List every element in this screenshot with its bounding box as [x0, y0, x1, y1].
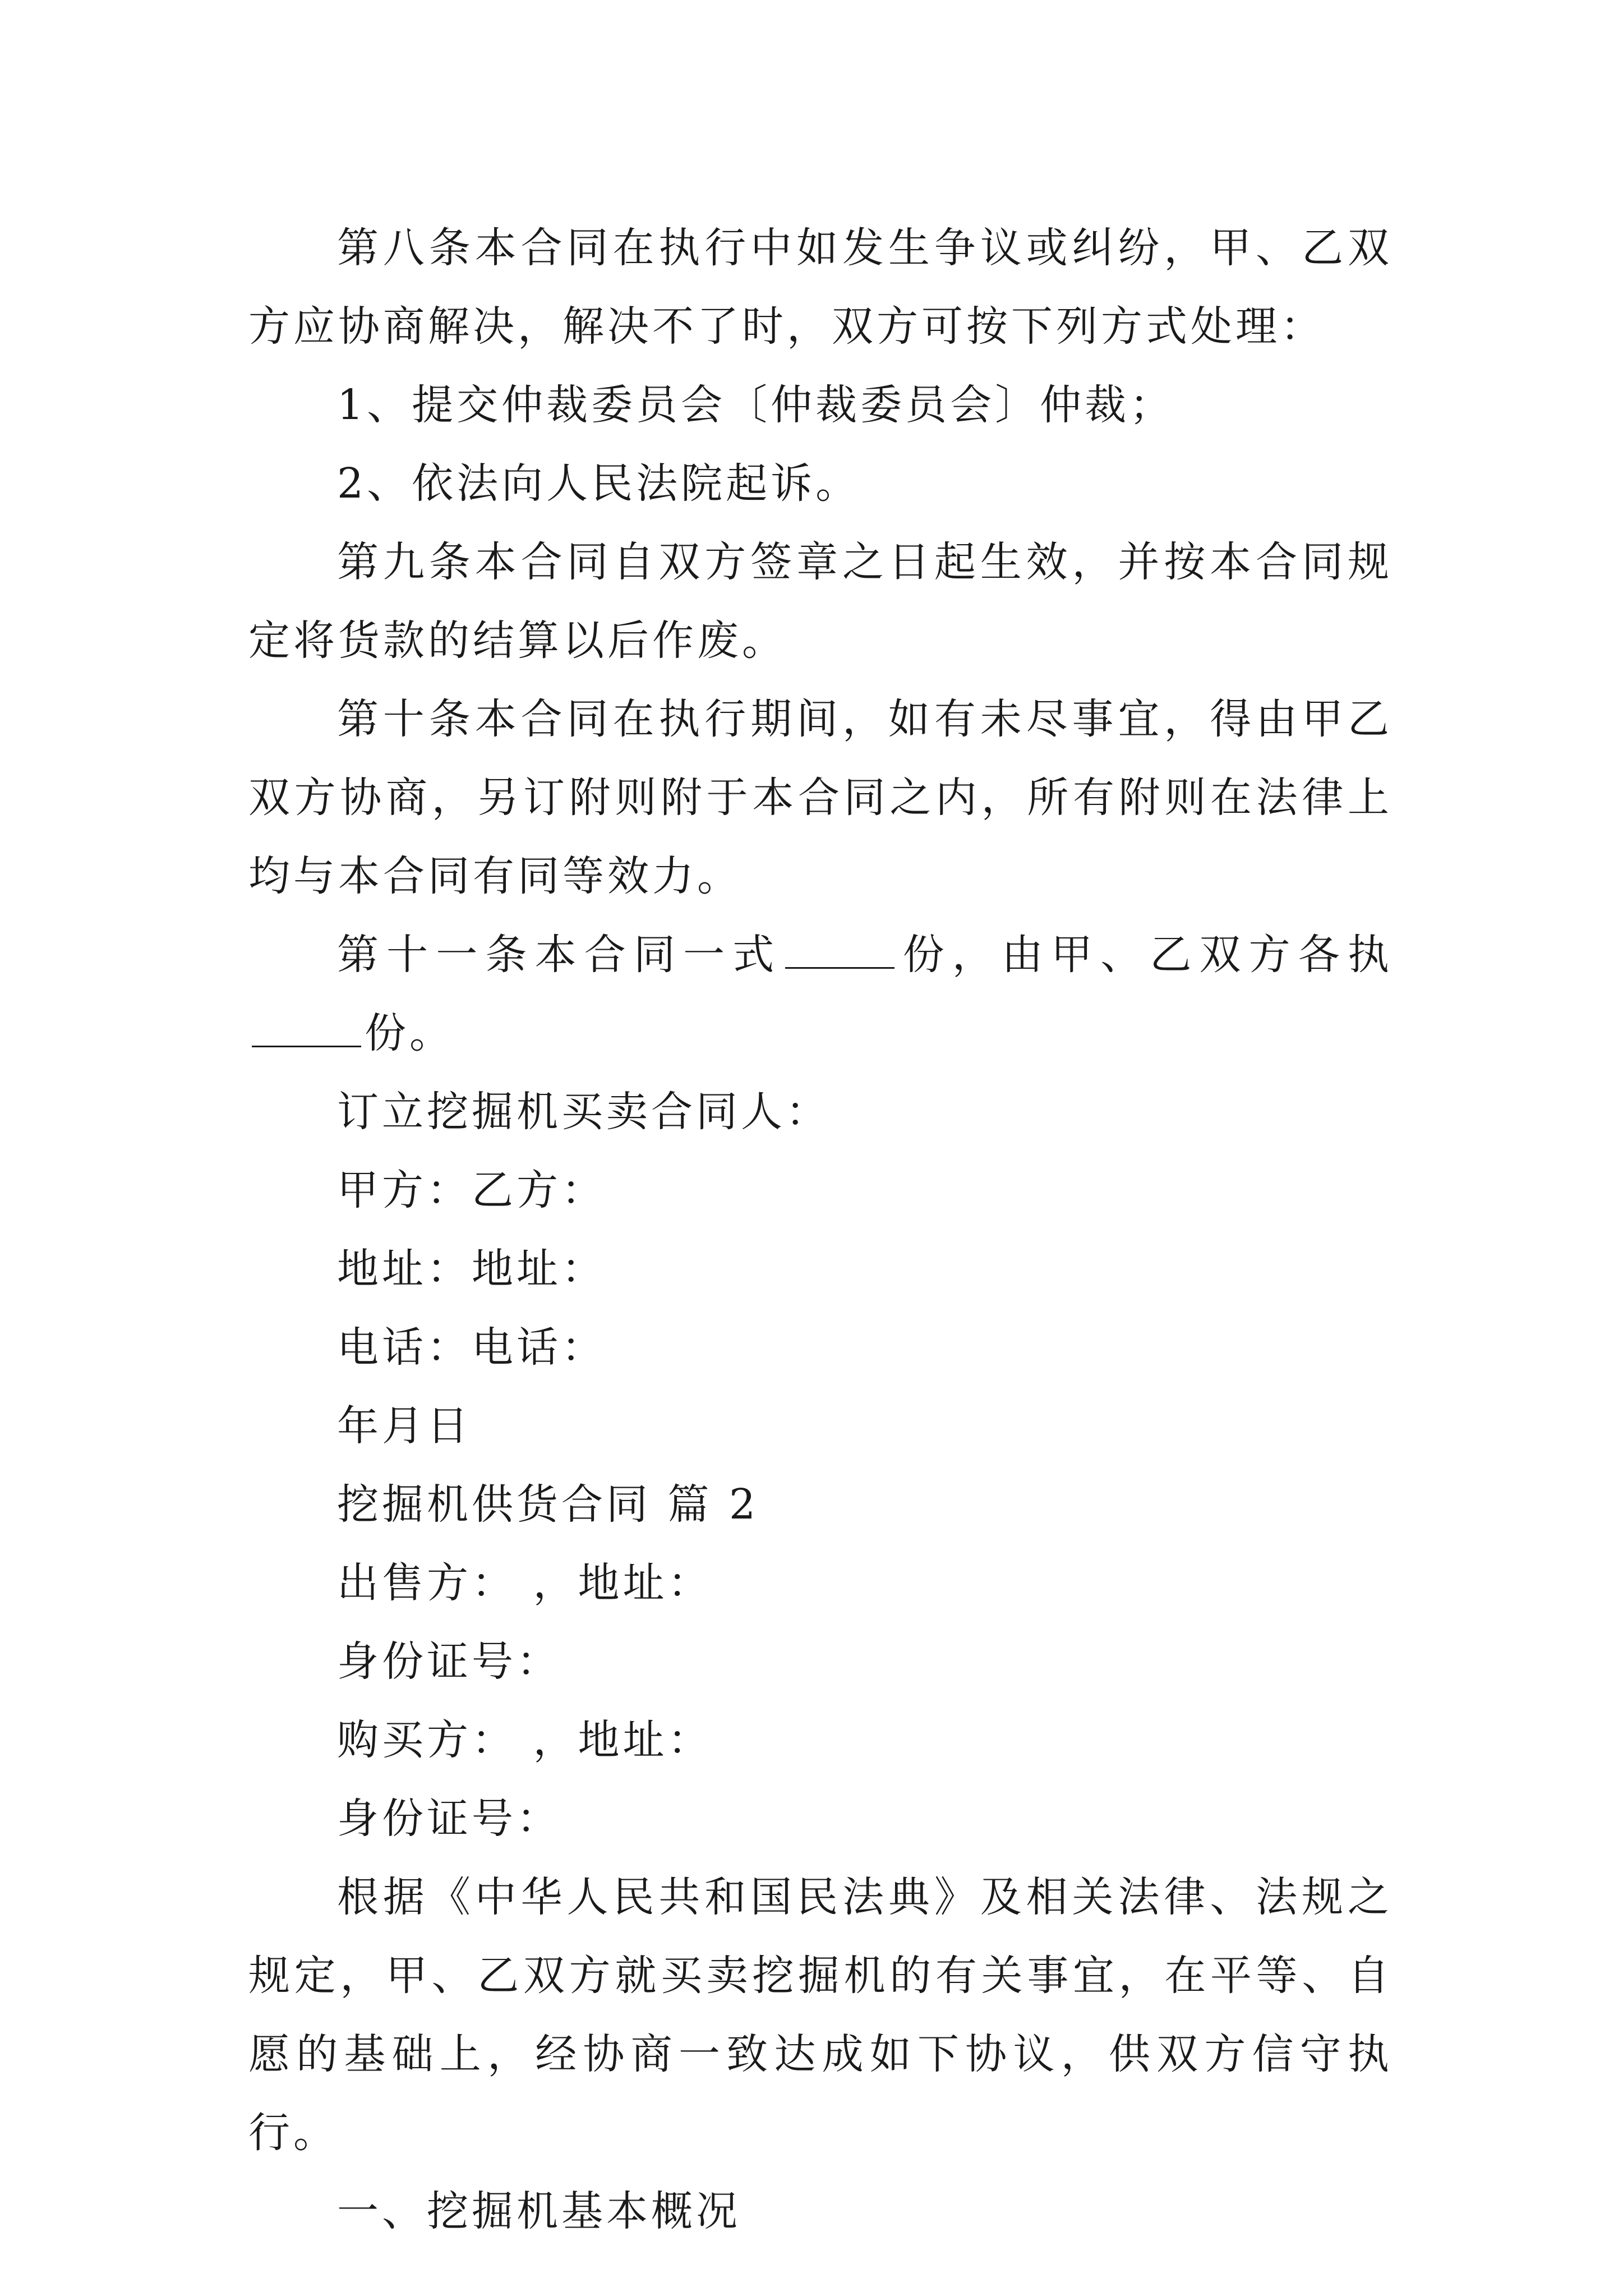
paragraph-option-2: 2、依法向人民法院起诉。: [337, 459, 861, 508]
paragraph-option-1: 1、提交仲裁委员会〔仲裁委员会〕仲裁；: [337, 381, 1175, 429]
copies-blank-1: [785, 926, 895, 969]
seller-id-line: 身份证号：: [337, 1637, 561, 1686]
phone-line: 电话：电话：: [337, 1323, 606, 1372]
copies-text-3: 份。: [365, 1009, 454, 1057]
document-body: [248, 209, 1393, 2251]
seller-line: 出售方： ，地址：: [337, 1559, 713, 1607]
copies-text-1: 第十一条本合同一式: [337, 931, 782, 979]
date-line: 年月日: [337, 1402, 472, 1450]
party-line: 甲方：乙方：: [337, 1166, 606, 1214]
copies-blank-2: [252, 1004, 361, 1047]
paragraph-article-9: 第九条本合同自双方签章之日起生效，并按本合同规定将货款的结算以后作废。: [248, 538, 1393, 665]
paragraph-article-10: 第十条本合同在执行期间，如有未尽事宜，得由甲乙双方协商，另订附则附于本合同之内，所有附则在法律上均与本合同有同等效力。: [248, 695, 1393, 900]
section-title-part-2: 挖掘机供货合同 篇 2: [337, 1480, 759, 1529]
paragraph-article-11: [248, 915, 1393, 1073]
copies-text-2: 份，由甲、乙双方各执: [898, 931, 1393, 979]
paragraph-basis: 根据《中华人民共和国民法典》及相关法律、法规之规定，甲、乙双方就买卖挖掘机的有关事宜，在平等、自愿的基础上，经协商一致达成如下协议，供双方信守执行。: [248, 1873, 1393, 2157]
section-heading-1: 一、挖掘机基本概况: [337, 2187, 741, 2235]
address-line: 地址：地址：: [337, 1245, 606, 1293]
buyer-id-line: 身份证号：: [337, 1795, 561, 1843]
signatories-heading: 订立挖掘机买卖合同人：: [337, 1088, 831, 1136]
paragraph-article-8: 第八条本合同在执行中如发生争议或纠纷，甲、乙双方应协商解决，解决不了时，双方可按下列方式处理：: [248, 224, 1393, 351]
buyer-line: 购买方： ，地址：: [337, 1716, 713, 1764]
